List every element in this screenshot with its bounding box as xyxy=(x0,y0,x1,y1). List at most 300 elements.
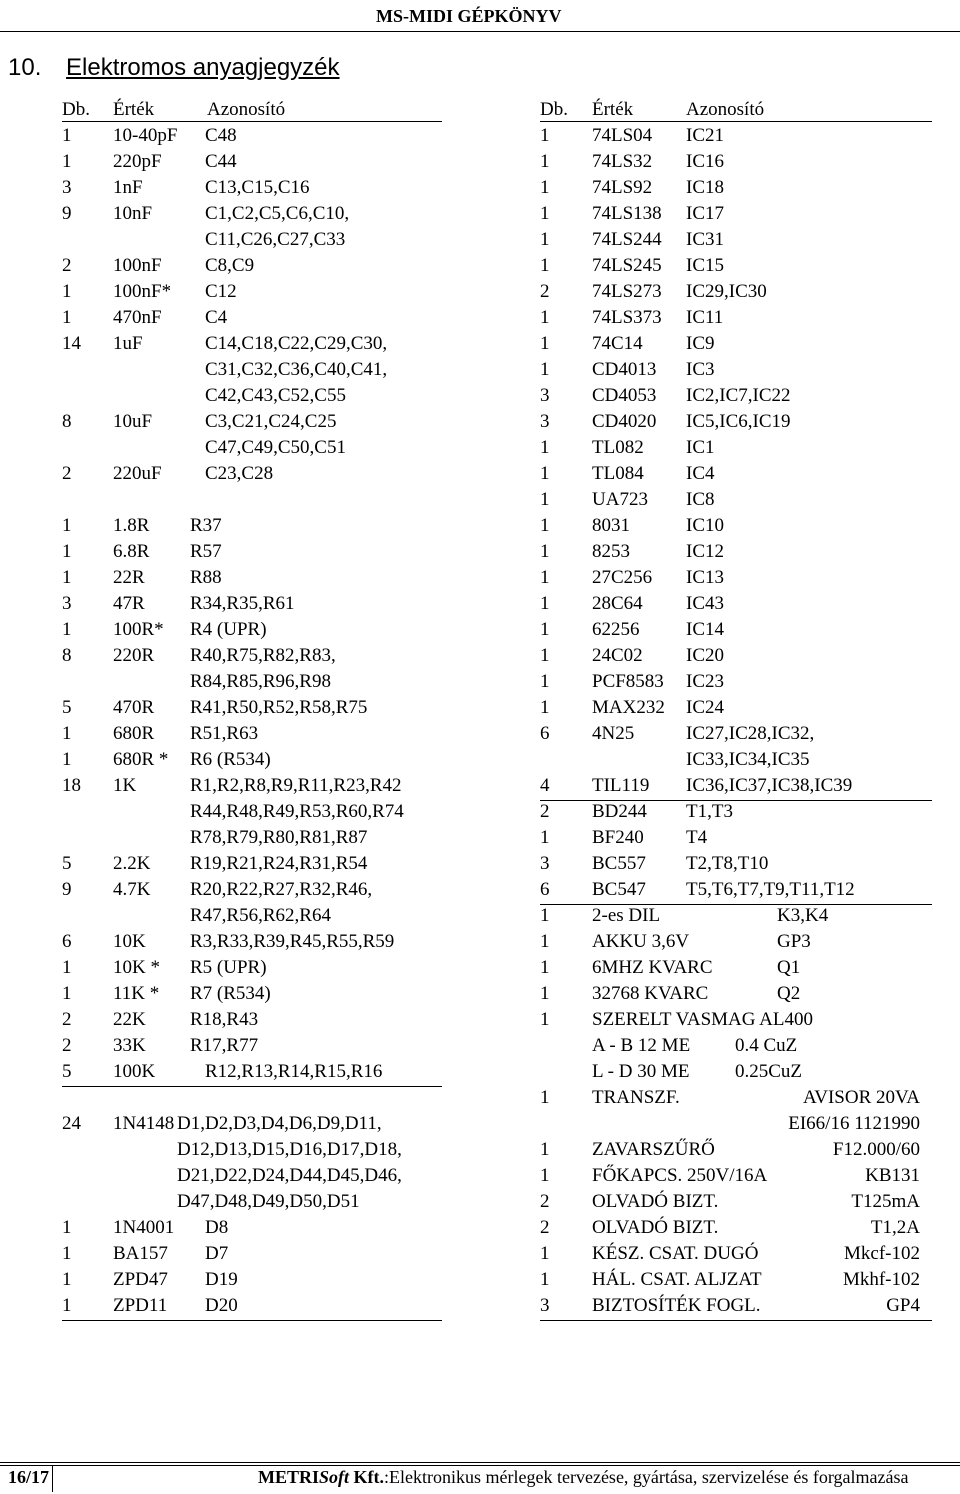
misc-section-underline xyxy=(540,1320,932,1321)
value-cell: 1N4001 xyxy=(113,1217,175,1238)
qty-cell: 4 xyxy=(540,775,550,796)
value-cell: 6MHZ KVARC xyxy=(592,957,713,978)
qty-cell: 1 xyxy=(540,541,550,562)
qty-cell: 1 xyxy=(540,437,550,458)
id-cell: IC9 xyxy=(686,333,715,354)
qty-cell: 1 xyxy=(62,619,72,640)
value-cell: KÉSZ. CSAT. DUGÓ xyxy=(592,1243,759,1264)
ic-section-underline xyxy=(540,800,932,801)
qty-cell: 24 xyxy=(62,1113,81,1134)
qty-cell: 1 xyxy=(62,541,72,562)
section-title: Elektromos anyagjegyzék xyxy=(66,54,340,81)
value-cell: 10nF xyxy=(113,203,153,224)
company-name-a: METRI xyxy=(258,1467,320,1487)
qty-cell: 1 xyxy=(62,515,72,536)
value-cell: 24C02 xyxy=(592,645,643,666)
id-cell: R47,R56,R62,R64 xyxy=(190,905,331,926)
value-cell: 6.8R xyxy=(113,541,150,562)
header-ertek: Érték xyxy=(113,99,155,120)
value-cell: A - B 12 ME xyxy=(592,1035,691,1056)
id-cell: T1,T3 xyxy=(686,801,733,822)
qty-cell: 1 xyxy=(62,151,72,172)
header-db: Db. xyxy=(62,99,90,120)
qty-cell: 2 xyxy=(62,463,72,484)
value-cell: 74LS138 xyxy=(592,203,662,224)
id-cell: AVISOR 20VA xyxy=(802,1087,920,1108)
id-cell: IC29,IC30 xyxy=(686,281,767,302)
value-cell: TL082 xyxy=(592,437,644,458)
id-cell: R34,R35,R61 xyxy=(190,593,295,614)
value-cell: 74LS04 xyxy=(592,125,653,146)
qty-cell: 2 xyxy=(540,281,550,302)
value-cell: 74LS245 xyxy=(592,255,662,276)
value-cell: 4N25 xyxy=(592,723,635,744)
value-cell: BC557 xyxy=(592,853,646,874)
qty-cell: 1 xyxy=(540,931,550,952)
footer-rule-bottom xyxy=(0,1465,960,1466)
table-row xyxy=(0,539,960,565)
table-row xyxy=(0,1189,960,1215)
value-cell: FŐKAPCS. 250V/16A xyxy=(592,1165,768,1186)
value-cell: 100R* xyxy=(113,619,164,640)
id-cell: IC20 xyxy=(686,645,724,666)
id-cell: T5,T6,T7,T9,T11,T12 xyxy=(686,879,855,900)
value-cell: 10K * xyxy=(113,957,160,978)
value-cell: CD4013 xyxy=(592,359,657,380)
table-row xyxy=(0,149,960,175)
id-cell: R88 xyxy=(190,567,222,588)
id-cell: D8 xyxy=(205,1217,229,1238)
qty-cell: 1 xyxy=(540,1269,550,1290)
id-cell: Q2 xyxy=(777,983,801,1004)
qty-cell: 1 xyxy=(540,567,550,588)
qty-cell: 1 xyxy=(540,1243,550,1264)
header-rule xyxy=(0,31,960,32)
table-row xyxy=(0,1137,960,1163)
table-row xyxy=(0,1111,960,1137)
qty-cell: 1 xyxy=(62,957,72,978)
qty-cell: 1 xyxy=(540,1139,550,1160)
qty-cell: 1 xyxy=(540,1009,550,1030)
table-row xyxy=(0,695,960,721)
id-cell: C31,C32,C36,C40,C41, xyxy=(205,359,388,380)
id-cell: IC31 xyxy=(686,229,724,250)
id-cell: T4 xyxy=(686,827,708,848)
header-ertek: Érték xyxy=(592,99,634,120)
table-row xyxy=(0,1085,960,1111)
value-cell: 10K xyxy=(113,931,146,952)
value-cell: 100nF xyxy=(113,255,162,276)
id-cell: T2,T8,T10 xyxy=(686,853,769,874)
table-row xyxy=(0,721,960,747)
value-cell: 47R xyxy=(113,593,145,614)
qty-cell: 3 xyxy=(540,1295,550,1316)
table-row xyxy=(0,799,960,825)
table-row xyxy=(0,383,960,409)
value-cell: 1N4148 xyxy=(113,1113,175,1134)
footer-company xyxy=(258,1467,908,1488)
qty-cell: 1 xyxy=(540,1087,550,1108)
value-cell: TIL119 xyxy=(592,775,650,796)
company-description: :Elektronikus mérlegek tervezése, gyártása, szervizelése és forgalmazása xyxy=(384,1467,909,1487)
id-cell: R20,R22,R27,R32,R46, xyxy=(190,879,373,900)
value-cell: 680R * xyxy=(113,749,169,770)
value-cell: AKKU 3,6V xyxy=(592,931,690,952)
id-cell: R84,R85,R96,R98 xyxy=(190,671,331,692)
id-cell: IC17 xyxy=(686,203,724,224)
id-cell: T125mA xyxy=(851,1191,920,1212)
qty-cell: 1 xyxy=(540,151,550,172)
value-cell: OLVADÓ BIZT. xyxy=(592,1217,719,1238)
table-row xyxy=(0,487,960,513)
header-azonosito: Azonosító xyxy=(207,99,286,120)
qty-cell: 6 xyxy=(62,931,72,952)
qty-cell: 1 xyxy=(540,333,550,354)
qty-cell: 1 xyxy=(540,957,550,978)
qty-cell: 1 xyxy=(540,697,550,718)
table-row xyxy=(0,1163,960,1189)
value-cell: 74LS373 xyxy=(592,307,662,328)
qty-cell: 1 xyxy=(62,125,72,146)
table-row xyxy=(0,591,960,617)
id-cell: KB131 xyxy=(865,1165,920,1186)
id-cell: EI66/16 1121990 xyxy=(788,1113,920,1134)
qty-cell: 1 xyxy=(540,1165,550,1186)
id-cell: C4 xyxy=(205,307,228,328)
qty-cell: 3 xyxy=(540,385,550,406)
value-cell: 74C14 xyxy=(592,333,643,354)
qty-cell: 2 xyxy=(62,1009,72,1030)
id-cell: D47,D48,D49,D50,D51 xyxy=(177,1191,360,1212)
value-cell: BD244 xyxy=(592,801,647,822)
table-row xyxy=(0,461,960,487)
id-cell: IC23 xyxy=(686,671,724,692)
diode-section-underline xyxy=(62,1320,442,1321)
id-cell: Q1 xyxy=(777,957,801,978)
id-cell: R5 (UPR) xyxy=(190,957,267,978)
id-cell: IC18 xyxy=(686,177,724,198)
id-cell: GP3 xyxy=(777,931,811,952)
right-column-header xyxy=(0,97,960,123)
qty-cell: 1 xyxy=(62,307,72,328)
id-cell: R1,R2,R8,R9,R11,R23,R42 xyxy=(190,775,402,796)
table-row xyxy=(0,279,960,305)
qty-cell: 1 xyxy=(540,489,550,510)
value-cell: 4.7K xyxy=(113,879,151,900)
id-cell: D1,D2,D3,D4,D6,D9,D11, xyxy=(177,1113,382,1134)
table-row xyxy=(0,435,960,461)
header-azonosito: Azonosító xyxy=(686,99,765,120)
value-cell: BIZTOSÍTÉK FOGL. xyxy=(592,1295,761,1316)
value-cell: 22R xyxy=(113,567,145,588)
table-row xyxy=(0,1007,960,1033)
qty-cell: 9 xyxy=(62,879,72,900)
value-cell: 220pF xyxy=(113,151,162,172)
id-cell: K3,K4 xyxy=(777,905,829,926)
qty-cell: 5 xyxy=(62,853,72,874)
value-cell: 100K xyxy=(113,1061,156,1082)
table-row xyxy=(0,305,960,331)
id-cell: IC3 xyxy=(686,359,715,380)
qty-cell: 1 xyxy=(62,983,72,1004)
value-cell: 2-es DIL xyxy=(592,905,661,926)
id-cell: C42,C43,C52,C55 xyxy=(205,385,346,406)
document-header-title: MS-MIDI GÉPKÖNYV xyxy=(376,6,562,26)
qty-cell: 8 xyxy=(62,645,72,666)
id-cell: D12,D13,D15,D16,D17,D18, xyxy=(177,1139,402,1160)
value-cell: 220uF xyxy=(113,463,162,484)
company-name-b: Soft xyxy=(319,1467,350,1487)
value-cell: 680R xyxy=(113,723,155,744)
id-cell: C23,C28 xyxy=(205,463,274,484)
id-cell: IC2,IC7,IC22 xyxy=(686,385,791,406)
value-cell: TRANSZF. xyxy=(592,1087,680,1108)
id-cell: C3,C21,C24,C25 xyxy=(205,411,337,432)
id-cell: R17,R77 xyxy=(190,1035,259,1056)
table-row xyxy=(0,773,960,799)
value-cell: PCF8583 xyxy=(592,671,664,692)
id-cell: IC12 xyxy=(686,541,724,562)
id-cell: C48 xyxy=(205,125,237,146)
qty-cell: 1 xyxy=(62,1295,72,1316)
qty-cell: 3 xyxy=(540,853,550,874)
section-number: 10. xyxy=(8,54,42,81)
id-cell: Mkhf-102 xyxy=(842,1269,920,1290)
value-cell: 10-40pF xyxy=(113,125,178,146)
value-cell: 10uF xyxy=(113,411,153,432)
qty-cell: 1 xyxy=(540,593,550,614)
value-cell: ZAVARSZŰRŐ xyxy=(592,1139,715,1160)
id-cell: 0.25CuZ xyxy=(735,1061,803,1082)
id-cell: IC10 xyxy=(686,515,724,536)
qty-cell: 1 xyxy=(540,671,550,692)
value-cell: 470nF xyxy=(113,307,162,328)
id-cell: C11,C26,C27,C33 xyxy=(205,229,346,250)
id-cell: R51,R63 xyxy=(190,723,259,744)
id-cell: R19,R21,R24,R31,R54 xyxy=(190,853,368,874)
id-cell: C44 xyxy=(205,151,237,172)
qty-cell: 2 xyxy=(62,255,72,276)
table-row xyxy=(0,357,960,383)
id-cell: IC13 xyxy=(686,567,724,588)
id-cell: IC27,IC28,IC32, xyxy=(686,723,815,744)
id-cell: R18,R43 xyxy=(190,1009,259,1030)
value-cell: L - D 30 ME xyxy=(592,1061,690,1082)
table-row xyxy=(0,1033,960,1059)
value-cell: 62256 xyxy=(592,619,640,640)
value-cell: 8031 xyxy=(592,515,630,536)
id-cell: IC16 xyxy=(686,151,724,172)
qty-cell: 1 xyxy=(62,749,72,770)
qty-cell: 1 xyxy=(540,307,550,328)
qty-cell: 1 xyxy=(540,125,550,146)
qty-cell: 1 xyxy=(540,359,550,380)
value-cell: SZERELT VASMAG AL400 xyxy=(592,1009,814,1030)
id-cell: IC15 xyxy=(686,255,724,276)
table-row xyxy=(0,1215,960,1241)
id-cell: C12 xyxy=(205,281,237,302)
table-row xyxy=(0,513,960,539)
qty-cell: 1 xyxy=(62,1217,72,1238)
id-cell: R41,R50,R52,R58,R75 xyxy=(190,697,368,718)
value-cell: 100nF* xyxy=(113,281,172,302)
value-cell: BC547 xyxy=(592,879,646,900)
value-cell: 27C256 xyxy=(592,567,653,588)
value-cell: CD4020 xyxy=(592,411,657,432)
value-cell: OLVADÓ BIZT. xyxy=(592,1191,719,1212)
qty-cell: 1 xyxy=(540,827,550,848)
id-cell: R7 (R534) xyxy=(190,983,271,1004)
table-row xyxy=(0,409,960,435)
table-row xyxy=(0,747,960,773)
qty-cell: 5 xyxy=(62,697,72,718)
qty-cell: 6 xyxy=(540,723,550,744)
qty-cell: 3 xyxy=(62,593,72,614)
table-row xyxy=(0,903,960,929)
page-number: 16/17 xyxy=(8,1467,50,1487)
table-row xyxy=(0,877,960,903)
id-cell: C47,C49,C50,C51 xyxy=(205,437,346,458)
table-row xyxy=(0,1267,960,1293)
qty-cell: 1 xyxy=(540,983,550,1004)
qty-cell: 1 xyxy=(540,645,550,666)
value-cell: MAX232 xyxy=(592,697,665,718)
id-cell: R12,R13,R14,R15,R16 xyxy=(205,1061,383,1082)
table-row xyxy=(0,1241,960,1267)
id-cell: IC4 xyxy=(686,463,715,484)
qty-cell: 18 xyxy=(62,775,81,796)
id-cell: Mkcf-102 xyxy=(844,1243,920,1264)
table-row xyxy=(0,1293,960,1319)
qty-cell: 8 xyxy=(62,411,72,432)
value-cell: 220R xyxy=(113,645,155,666)
id-cell: F12.000/60 xyxy=(832,1139,920,1160)
qty-cell: 9 xyxy=(62,203,72,224)
value-cell: 8253 xyxy=(592,541,630,562)
section-heading xyxy=(8,54,340,82)
value-cell: 74LS244 xyxy=(592,229,662,250)
value-cell: 1K xyxy=(113,775,137,796)
value-cell: ZPD47 xyxy=(113,1269,168,1290)
value-cell: 22K xyxy=(113,1009,146,1030)
qty-cell: 1 xyxy=(540,177,550,198)
table-row xyxy=(0,123,960,149)
table-row xyxy=(0,929,960,955)
id-cell: IC33,IC34,IC35 xyxy=(686,749,810,770)
table-row xyxy=(0,565,960,591)
qty-cell: 1 xyxy=(62,723,72,744)
qty-cell: 1 xyxy=(540,905,550,926)
qty-cell: 1 xyxy=(540,255,550,276)
qty-cell: 1 xyxy=(540,619,550,640)
table-row xyxy=(0,955,960,981)
id-cell: IC21 xyxy=(686,125,724,146)
value-cell: UA723 xyxy=(592,489,648,510)
table-row xyxy=(0,175,960,201)
id-cell: IC36,IC37,IC38,IC39 xyxy=(686,775,853,796)
right-header-underline xyxy=(540,121,932,122)
table-row xyxy=(0,253,960,279)
qty-cell: 2 xyxy=(540,1191,550,1212)
table-row xyxy=(0,851,960,877)
qty-cell: 1 xyxy=(540,515,550,536)
table-row xyxy=(0,1059,960,1085)
qty-cell: 1 xyxy=(540,203,550,224)
company-name-c: Kft. xyxy=(349,1467,385,1487)
table-row xyxy=(0,825,960,851)
value-cell: 28C64 xyxy=(592,593,643,614)
qty-cell: 1 xyxy=(62,281,72,302)
value-cell: BF240 xyxy=(592,827,644,848)
id-cell: R78,R79,R80,R81,R87 xyxy=(190,827,368,848)
id-cell: C14,C18,C22,C29,C30, xyxy=(205,333,388,354)
qty-cell: 5 xyxy=(62,1061,72,1082)
id-cell: D20 xyxy=(205,1295,238,1316)
qty-cell: 3 xyxy=(62,177,72,198)
table-row xyxy=(0,617,960,643)
value-cell: 2.2K xyxy=(113,853,151,874)
id-cell: R3,R33,R39,R45,R55,R59 xyxy=(190,931,395,952)
id-cell: C1,C2,C5,C6,C10, xyxy=(205,203,350,224)
value-cell: 1nF xyxy=(113,177,143,198)
value-cell: 32768 KVARC xyxy=(592,983,709,1004)
value-cell: 74LS32 xyxy=(592,151,653,172)
footer-rule-top xyxy=(0,1462,960,1463)
transistor-section-underline xyxy=(540,904,932,905)
value-cell: ZPD11 xyxy=(113,1295,168,1316)
value-cell: HÁL. CSAT. ALJZAT xyxy=(592,1269,762,1290)
qty-cell: 14 xyxy=(62,333,81,354)
qty-cell: 1 xyxy=(62,1269,72,1290)
table-row xyxy=(0,981,960,1007)
table-row xyxy=(0,643,960,669)
id-cell: T1,2A xyxy=(870,1217,920,1238)
qty-cell: 1 xyxy=(62,567,72,588)
id-cell: R44,R48,R49,R53,R60,R74 xyxy=(190,801,404,822)
id-cell: IC8 xyxy=(686,489,715,510)
table-row xyxy=(0,201,960,227)
id-cell: IC43 xyxy=(686,593,724,614)
id-cell: IC11 xyxy=(686,307,724,328)
table-row xyxy=(0,227,960,253)
id-cell: GP4 xyxy=(886,1295,920,1316)
id-cell: R37 xyxy=(190,515,222,536)
value-cell: 1uF xyxy=(113,333,143,354)
footer-separator xyxy=(52,1466,53,1492)
value-cell: 470R xyxy=(113,697,155,718)
qty-cell: 1 xyxy=(540,463,550,484)
id-cell: R40,R75,R82,R83, xyxy=(190,645,336,666)
qty-cell: 2 xyxy=(540,801,550,822)
id-cell: C8,C9 xyxy=(205,255,255,276)
id-cell: R57 xyxy=(190,541,222,562)
id-cell: IC5,IC6,IC19 xyxy=(686,411,791,432)
qty-cell: 2 xyxy=(540,1217,550,1238)
value-cell: 11K * xyxy=(113,983,160,1004)
value-cell: 74LS273 xyxy=(592,281,662,302)
id-cell: IC24 xyxy=(686,697,724,718)
header-db: Db. xyxy=(540,99,568,120)
id-cell: D19 xyxy=(205,1269,238,1290)
value-cell: BA157 xyxy=(113,1243,168,1264)
id-cell: C13,C15,C16 xyxy=(205,177,310,198)
id-cell: R6 (R534) xyxy=(190,749,271,770)
table-row xyxy=(0,331,960,357)
qty-cell: 6 xyxy=(540,879,550,900)
table-row xyxy=(0,669,960,695)
id-cell: IC14 xyxy=(686,619,724,640)
id-cell: D21,D22,D24,D44,D45,D46, xyxy=(177,1165,402,1186)
